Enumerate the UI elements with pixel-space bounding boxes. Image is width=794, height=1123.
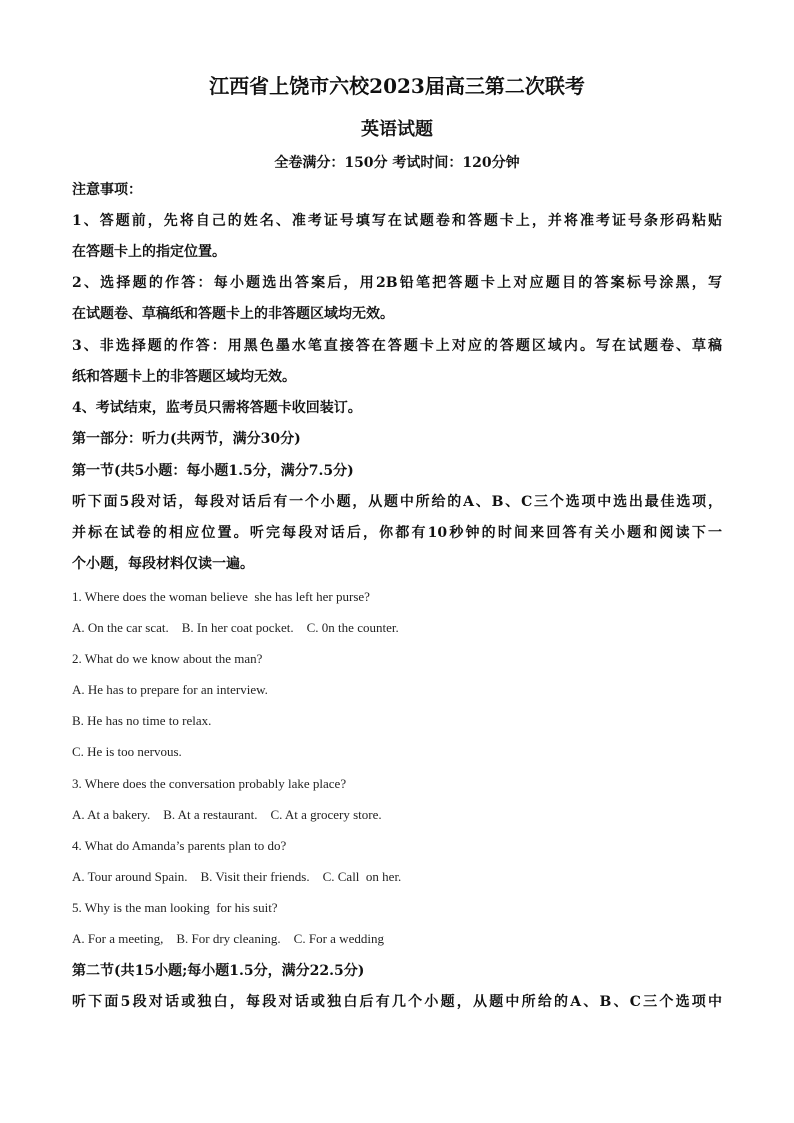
question-2-option-a: A. He has to prepare for an interview. (72, 682, 268, 697)
question-4-options: A. Tour around Spain. B. Visit their friends. C. Call on her. (72, 869, 402, 884)
part1-section2-heading: 第二节(共15小题;每小题1.5分，满分22.5分) (72, 963, 365, 979)
note-1-line-1: 1、答题前，先将自己的姓名、准考证号填写在试题卷和答题卡上，并将准考证号条形码粘贴 (72, 213, 722, 229)
question-1: 1. Where does the woman believe she has left her purse? (72, 589, 370, 604)
score-and-time: 全卷满分：150分 考试时间：120分钟 (274, 155, 520, 171)
exam-title: 江西省上饶市六校2023届高三第二次联考 (209, 74, 585, 98)
section2-instructions-line-1: 听下面5段对话或独白，每段对话或独白后有几个小题，从题中所给的A、B、C三个选项中 (72, 994, 722, 1010)
question-2-option-c: C. He is too nervous. (72, 744, 182, 759)
note-2-line-1: 2、选择题的作答：每小题选出答案后，用2B铅笔把答题卡上对应题目的答案标号涂黑，写 (72, 275, 722, 291)
question-2: 2. What do we know about the man? (72, 651, 263, 666)
question-5-options: A. For a meeting, B. For dry cleaning. C. For a wedding (72, 931, 384, 946)
section1-instructions-line-2: 并标在试卷的相应位置。听完每段对话后，你都有10秒钟的时间来回答有关小题和阅读下一 (72, 525, 722, 541)
part1-section1-heading: 第一节(共5小题：每小题1.5分，满分7.5分) (72, 463, 354, 479)
question-1-options: A. On the car scat. B. In her coat pocket. C. 0n the counter. (72, 620, 399, 635)
notes-heading: 注意事项： (72, 182, 142, 198)
question-3: 3. Where does the conversation probably lake place? (72, 776, 347, 791)
section1-instructions-line-1: 听下面5段对话，每段对话后有一个小题，从题中所给的A、B、C三个选项中选出最佳选项， (72, 494, 722, 510)
note-3-line-2: 纸和答题卡上的非答题区域均无效。 (72, 369, 296, 385)
section1-instructions-line-3: 个小题，每段材料仅读一遍。 (72, 556, 254, 572)
note-1-line-2: 在答题卡上的指定位置。 (72, 244, 226, 260)
question-5: 5. Why is the man looking for his suit? (72, 900, 278, 915)
note-2-line-2: 在试题卷、草稿纸和答题卡上的非答题区域均无效。 (72, 306, 394, 322)
question-4: 4. What do Amanda’s parents plan to do? (72, 838, 287, 853)
question-3-options: A. At a bakery. B. At a restaurant. C. At a grocery store. (72, 807, 382, 822)
note-3-line-1: 3、非选择题的作答：用黑色墨水笔直接答在答题卡上对应的答题区域内。写在试题卷、草稿 (72, 338, 722, 354)
question-2-option-b: B. He has no time to relax. (72, 713, 212, 728)
part1-heading: 第一部分：听力(共两节，满分30分) (72, 431, 301, 447)
note-4: 4、考试结束，监考员只需将答题卡收回装订。 (72, 400, 362, 416)
exam-subject: 英语试题 (361, 119, 433, 140)
